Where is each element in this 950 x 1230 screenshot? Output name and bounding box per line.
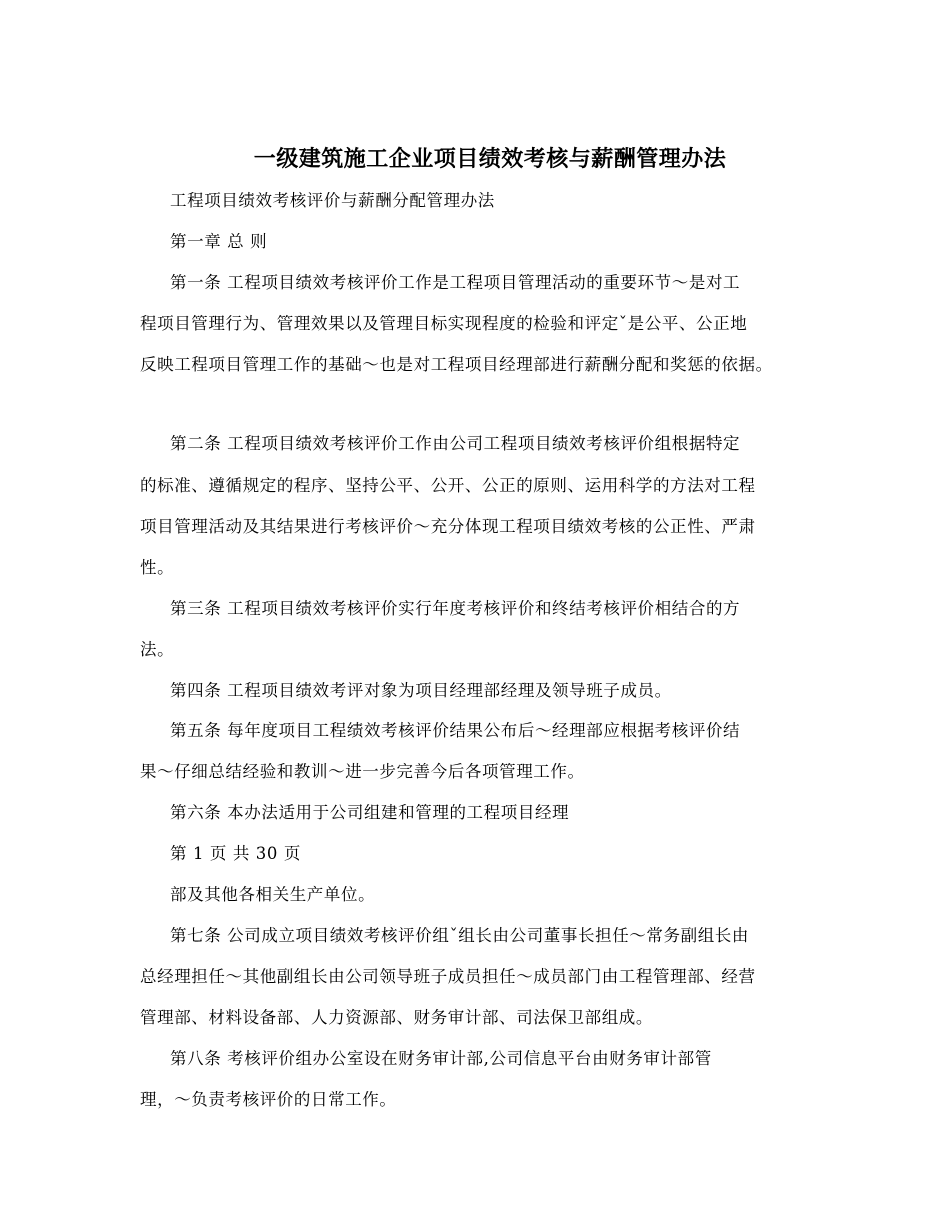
article-8-line-1: 第八条 考核评价组办公室设在财务审计部,公司信息平台由财务审计部管 [170,1049,712,1068]
subtitle-line: 工程项目绩效考核评价与薪酬分配管理办法 [170,191,495,210]
article-3-line-1: 第三条 工程项目绩效考核评价实行年度考核评价和终结考核评价相结合的方 [170,599,741,618]
article-1-line-1: 第一条 工程项目绩效考核评价工作是工程项目管理活动的重要环节～是对工 [170,273,741,292]
article-2-line-3: 项目管理活动及其结果进行考核评价～充分体现工程项目绩效考核的公正性、严肃 [140,517,756,536]
article-2-line-4: 性。 [140,558,175,577]
article-6-line-2: 部及其他各相关生产单位。 [170,885,376,904]
article-5-line-1: 第五条 每年度项目工程绩效考核评价结果公布后～经理部应根据考核评价结 [170,721,741,740]
article-1-line-2: 程项目管理行为、管理效果以及管理目标实现程度的检验和评定ˇ是公平、公正地 [140,314,748,333]
article-7-line-3: 管理部、材料设备部、人力资源部、财务审计部、司法保卫部组成。 [140,1008,653,1027]
document-title: 一级建筑施工企业项目绩效考核与薪酬管理办法 [253,146,727,172]
article-7-line-2: 总经理担任～其他副组长由公司领导班子成员担任～成员部门由工程管理部、经营 [140,967,756,986]
article-2-line-2: 的标准、遵循规定的程序、坚持公平、公开、公正的原则、运用科学的方法对工程 [140,476,756,495]
article-3-line-2: 法。 [140,640,175,659]
article-7-line-1: 第七条 公司成立项目绩效考核评价组ˇ组长由公司董事长担任～常务副组长由 [170,926,749,945]
article-8-line-2: 理，～负责考核评价的日常工作。 [140,1090,397,1109]
article-2-line-1: 第二条 工程项目绩效考核评价工作由公司工程项目绩效考核评价组根据特定 [170,434,741,453]
article-5-line-2: 果～仔细总结经验和教训～进一步完善今后各项管理工作。 [140,762,585,781]
chapter-heading: 第一章 总 则 [170,232,268,251]
page-number: 第 1 页 共 30 页 [170,844,301,863]
article-1-line-3: 反映工程项目管理工作的基础～也是对工程项目经理部进行薪酬分配和奖惩的依据。 [140,355,773,374]
article-4-line: 第四条 工程项目绩效考评对象为项目经理部经理及领导班子成员。 [170,681,672,700]
article-6-line-1: 第六条 本办法适用于公司组建和管理的工程项目经理 [170,803,570,822]
